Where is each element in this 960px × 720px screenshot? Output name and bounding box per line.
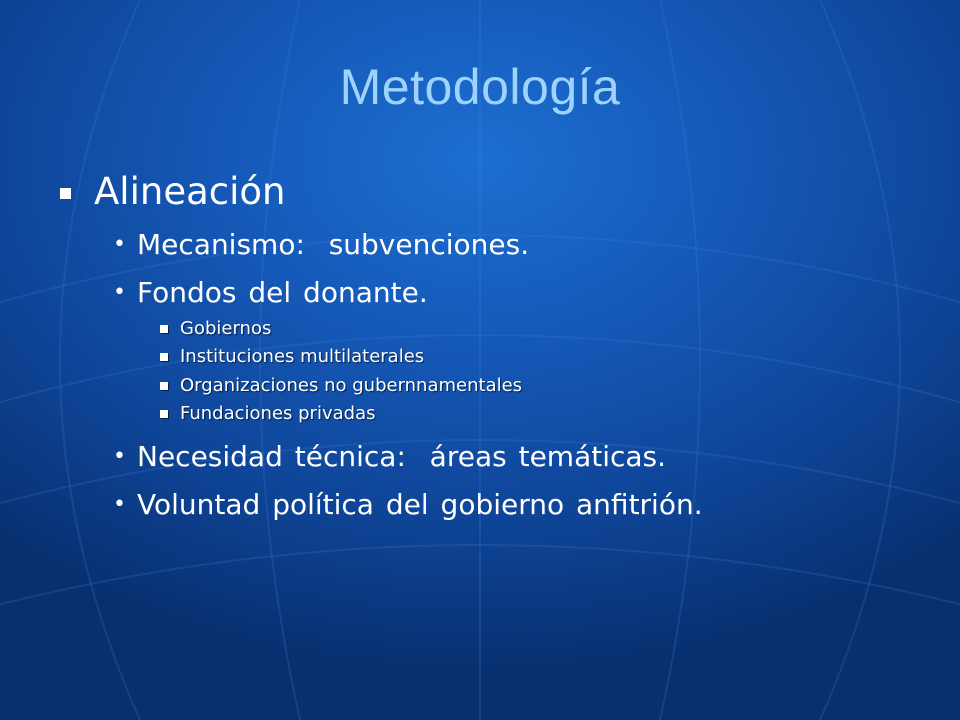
square-bullet-icon bbox=[160, 382, 168, 390]
bullet-text: Mecanismo: subvenciones. bbox=[137, 228, 530, 261]
sub-bullet-item bbox=[160, 318, 271, 339]
bullet-dot-icon: • bbox=[113, 492, 126, 517]
sub-bullet-text: Fundaciones privadas bbox=[180, 403, 376, 424]
sub-bullet-item bbox=[160, 375, 522, 396]
bullet-dot-icon: • bbox=[113, 444, 126, 469]
bullet-item bbox=[113, 228, 529, 261]
square-bullet-icon bbox=[160, 325, 168, 333]
bullet-item bbox=[113, 440, 666, 473]
sub-bullet-item bbox=[160, 403, 375, 424]
bullet-item bbox=[113, 276, 428, 309]
heading-item bbox=[60, 170, 285, 213]
slide-title: Metodología bbox=[339, 59, 621, 115]
bullet-text: Fondos del donante. bbox=[137, 276, 428, 309]
sub-bullet-text: Instituciones multilaterales bbox=[180, 346, 425, 367]
bullet-dot-icon: • bbox=[113, 232, 126, 257]
square-bullet-icon bbox=[60, 188, 71, 199]
bullet-dot-icon: • bbox=[113, 280, 126, 305]
sub-bullet-item bbox=[160, 346, 424, 367]
square-bullet-icon bbox=[160, 353, 168, 361]
heading-text: Alineación bbox=[94, 170, 286, 213]
sub-bullet-text: Gobiernos bbox=[180, 318, 272, 339]
square-bullet-icon bbox=[160, 410, 168, 418]
bullet-text: Voluntad política del gobierno anfitrión. bbox=[137, 488, 703, 521]
sub-bullet-text: Organizaciones no gubernnamentales bbox=[180, 375, 523, 396]
bullet-text: Necesidad técnica: áreas temáticas. bbox=[137, 440, 667, 473]
bullet-item bbox=[113, 488, 703, 521]
